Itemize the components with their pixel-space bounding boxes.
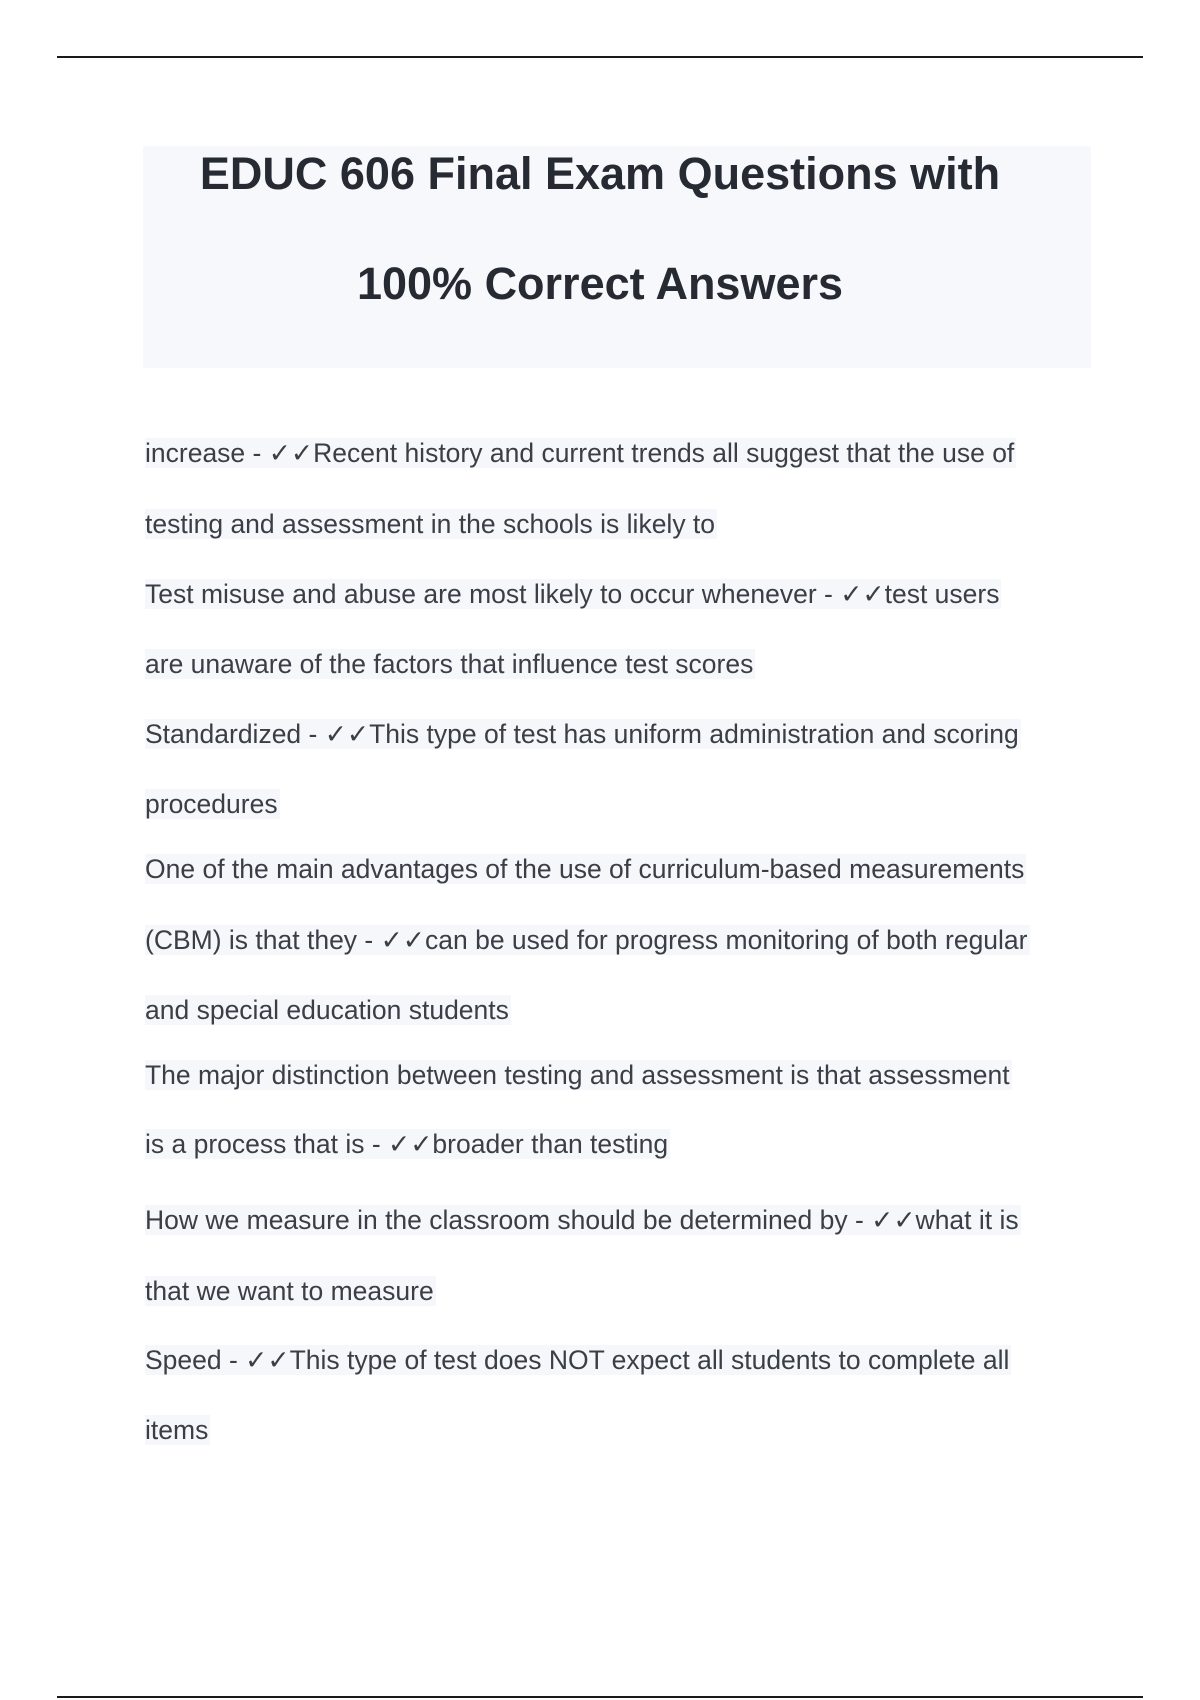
qa-text: How we measure in the classroom should be determined by - ✓✓what it is bbox=[145, 1205, 1019, 1235]
qa-line bbox=[145, 435, 1016, 471]
qa-line bbox=[145, 786, 280, 822]
qa-text: that we want to measure bbox=[145, 1276, 434, 1306]
qa-text: increase - ✓✓Recent history and current trends all suggest that the use of bbox=[145, 438, 1015, 468]
qa-line bbox=[145, 1412, 210, 1448]
qa-line bbox=[145, 716, 1021, 752]
qa-text: testing and assessment in the schools is likely to bbox=[145, 509, 716, 539]
qa-text: and special education students bbox=[145, 995, 509, 1025]
qa-line bbox=[145, 1273, 436, 1309]
top-rule bbox=[57, 56, 1143, 58]
document-title-line-2: 100% Correct Answers bbox=[356, 258, 844, 309]
qa-text: items bbox=[145, 1415, 209, 1445]
qa-text: procedures bbox=[145, 789, 278, 819]
qa-text: is a process that is - ✓✓broader than testing bbox=[145, 1129, 669, 1159]
qa-line bbox=[145, 1057, 1012, 1093]
qa-text: are unaware of the factors that influence test scores bbox=[145, 649, 754, 679]
qa-line bbox=[145, 1126, 670, 1162]
qa-line bbox=[145, 646, 755, 682]
qa-line bbox=[145, 992, 511, 1028]
qa-line bbox=[145, 851, 1026, 887]
qa-line bbox=[145, 576, 1001, 612]
qa-text: Speed - ✓✓This type of test does NOT expect all students to complete all bbox=[145, 1345, 1010, 1375]
qa-text: Test misuse and abuse are most likely to occur whenever - ✓✓test users bbox=[145, 579, 1000, 609]
document-title-line-1: EDUC 606 Final Exam Questions with bbox=[199, 148, 1001, 199]
qa-text: One of the main advantages of the use of curriculum-based measurements bbox=[145, 854, 1025, 884]
qa-line bbox=[145, 922, 1030, 958]
qa-line bbox=[145, 1342, 1011, 1378]
bottom-rule bbox=[57, 1696, 1143, 1698]
qa-text: Standardized - ✓✓This type of test has uniform administration and scoring bbox=[145, 719, 1019, 749]
qa-line bbox=[145, 506, 717, 542]
qa-text: (CBM) is that they - ✓✓can be used for progress monitoring of both regular bbox=[145, 925, 1028, 955]
qa-line bbox=[145, 1202, 1021, 1238]
qa-text: The major distinction between testing and assessment is that assessment bbox=[145, 1060, 1010, 1090]
